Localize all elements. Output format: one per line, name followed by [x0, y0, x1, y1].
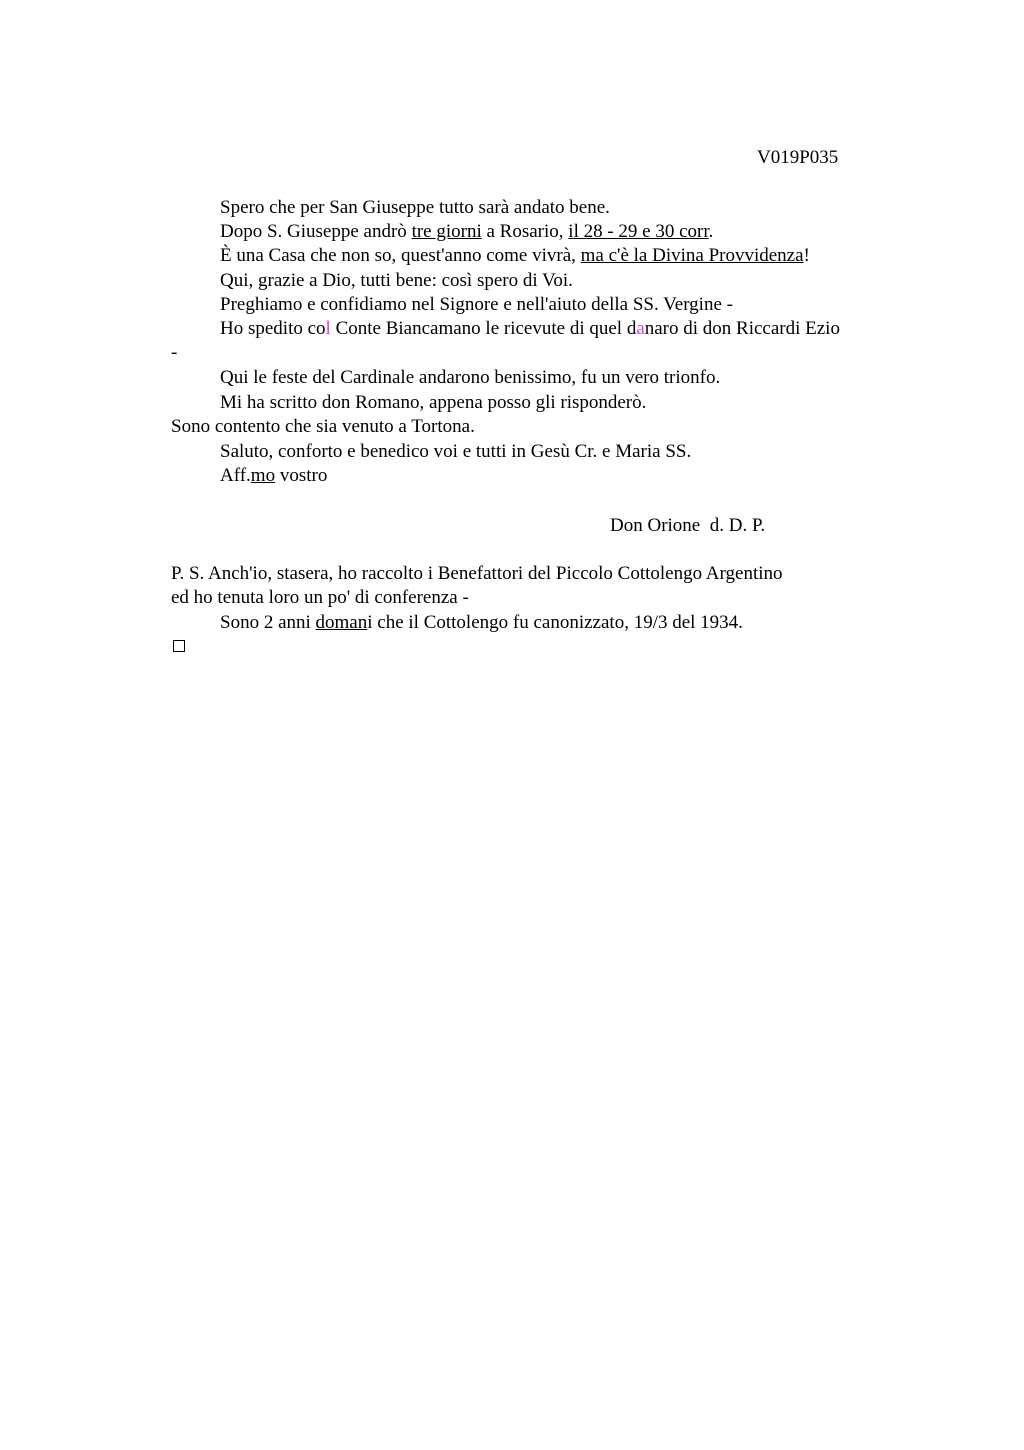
- underlined-text: doman: [315, 612, 368, 633]
- text-segment: Conte Biancamano le ricevute di quel d: [330, 318, 637, 339]
- body-line-5: Preghiamo e confidiamo nel Signore e nell'aiuto della SS. Vergine -: [220, 294, 733, 315]
- underlined-text: tre giorni: [411, 221, 482, 242]
- text-segment: !: [803, 245, 810, 266]
- underlined-text: ma c'è la Divina Provvidenza: [580, 245, 804, 266]
- body-line-7: Qui le feste del Cardinale andarono benissimo, fu un vero trionfo.: [220, 367, 721, 388]
- body-line-2: [220, 220, 713, 244]
- text-segment: i che il Cottolengo fu canonizzato, 19/3 del 1934.: [367, 612, 743, 633]
- text-segment: Aff.: [220, 465, 251, 486]
- text-segment: .: [708, 221, 714, 242]
- text-segment: Ho spedito co: [220, 318, 326, 339]
- postscript-line-1: P. S. Anch'io, stasera, ho raccolto i Benefattori del Piccolo Cottolengo Argentino: [171, 563, 783, 584]
- body-line-3: [220, 244, 810, 268]
- body-line-8: Mi ha scritto don Romano, appena posso gli risponderò.: [220, 392, 647, 413]
- underlined-text: il 28 - 29 e 30 corr: [568, 221, 709, 242]
- body-line-10: Saluto, conforto e benedico voi e tutti in Gesù Cr. e Maria SS.: [220, 441, 692, 462]
- text-segment: naro di don Riccardi Ezio: [644, 318, 840, 339]
- body-line-4: Qui, grazie a Dio, tutti bene: così spero di Voi.: [220, 270, 573, 291]
- body-line-11: [220, 464, 327, 488]
- underlined-text: mo: [250, 465, 276, 486]
- postscript-line-3: [220, 611, 743, 635]
- empty-square-icon: [173, 640, 185, 652]
- text-segment: È una Casa che non so, quest'anno come vivrà,: [220, 245, 581, 266]
- highlighted-letter: a: [636, 318, 645, 339]
- body-line-6-wrap: -: [171, 342, 178, 363]
- text-segment: Sono 2 anni: [220, 612, 316, 633]
- body-line-9: Sono contento che sia venuto a Tortona.: [171, 416, 475, 437]
- text-segment: a Rosario,: [481, 221, 569, 242]
- body-line-1: Spero che per San Giuseppe tutto sarà andato bene.: [220, 197, 610, 218]
- postscript-line-2: ed ho tenuta loro un po' di conferenza -: [171, 587, 469, 608]
- body-line-6: [220, 317, 840, 341]
- text-segment: Dopo S. Giuseppe andrò: [220, 221, 412, 242]
- page-code: V019P035: [757, 147, 839, 168]
- highlighted-letter: l: [325, 318, 331, 339]
- text-segment: vostro: [275, 465, 328, 486]
- signature: Don Orione d. D. P.: [610, 515, 766, 536]
